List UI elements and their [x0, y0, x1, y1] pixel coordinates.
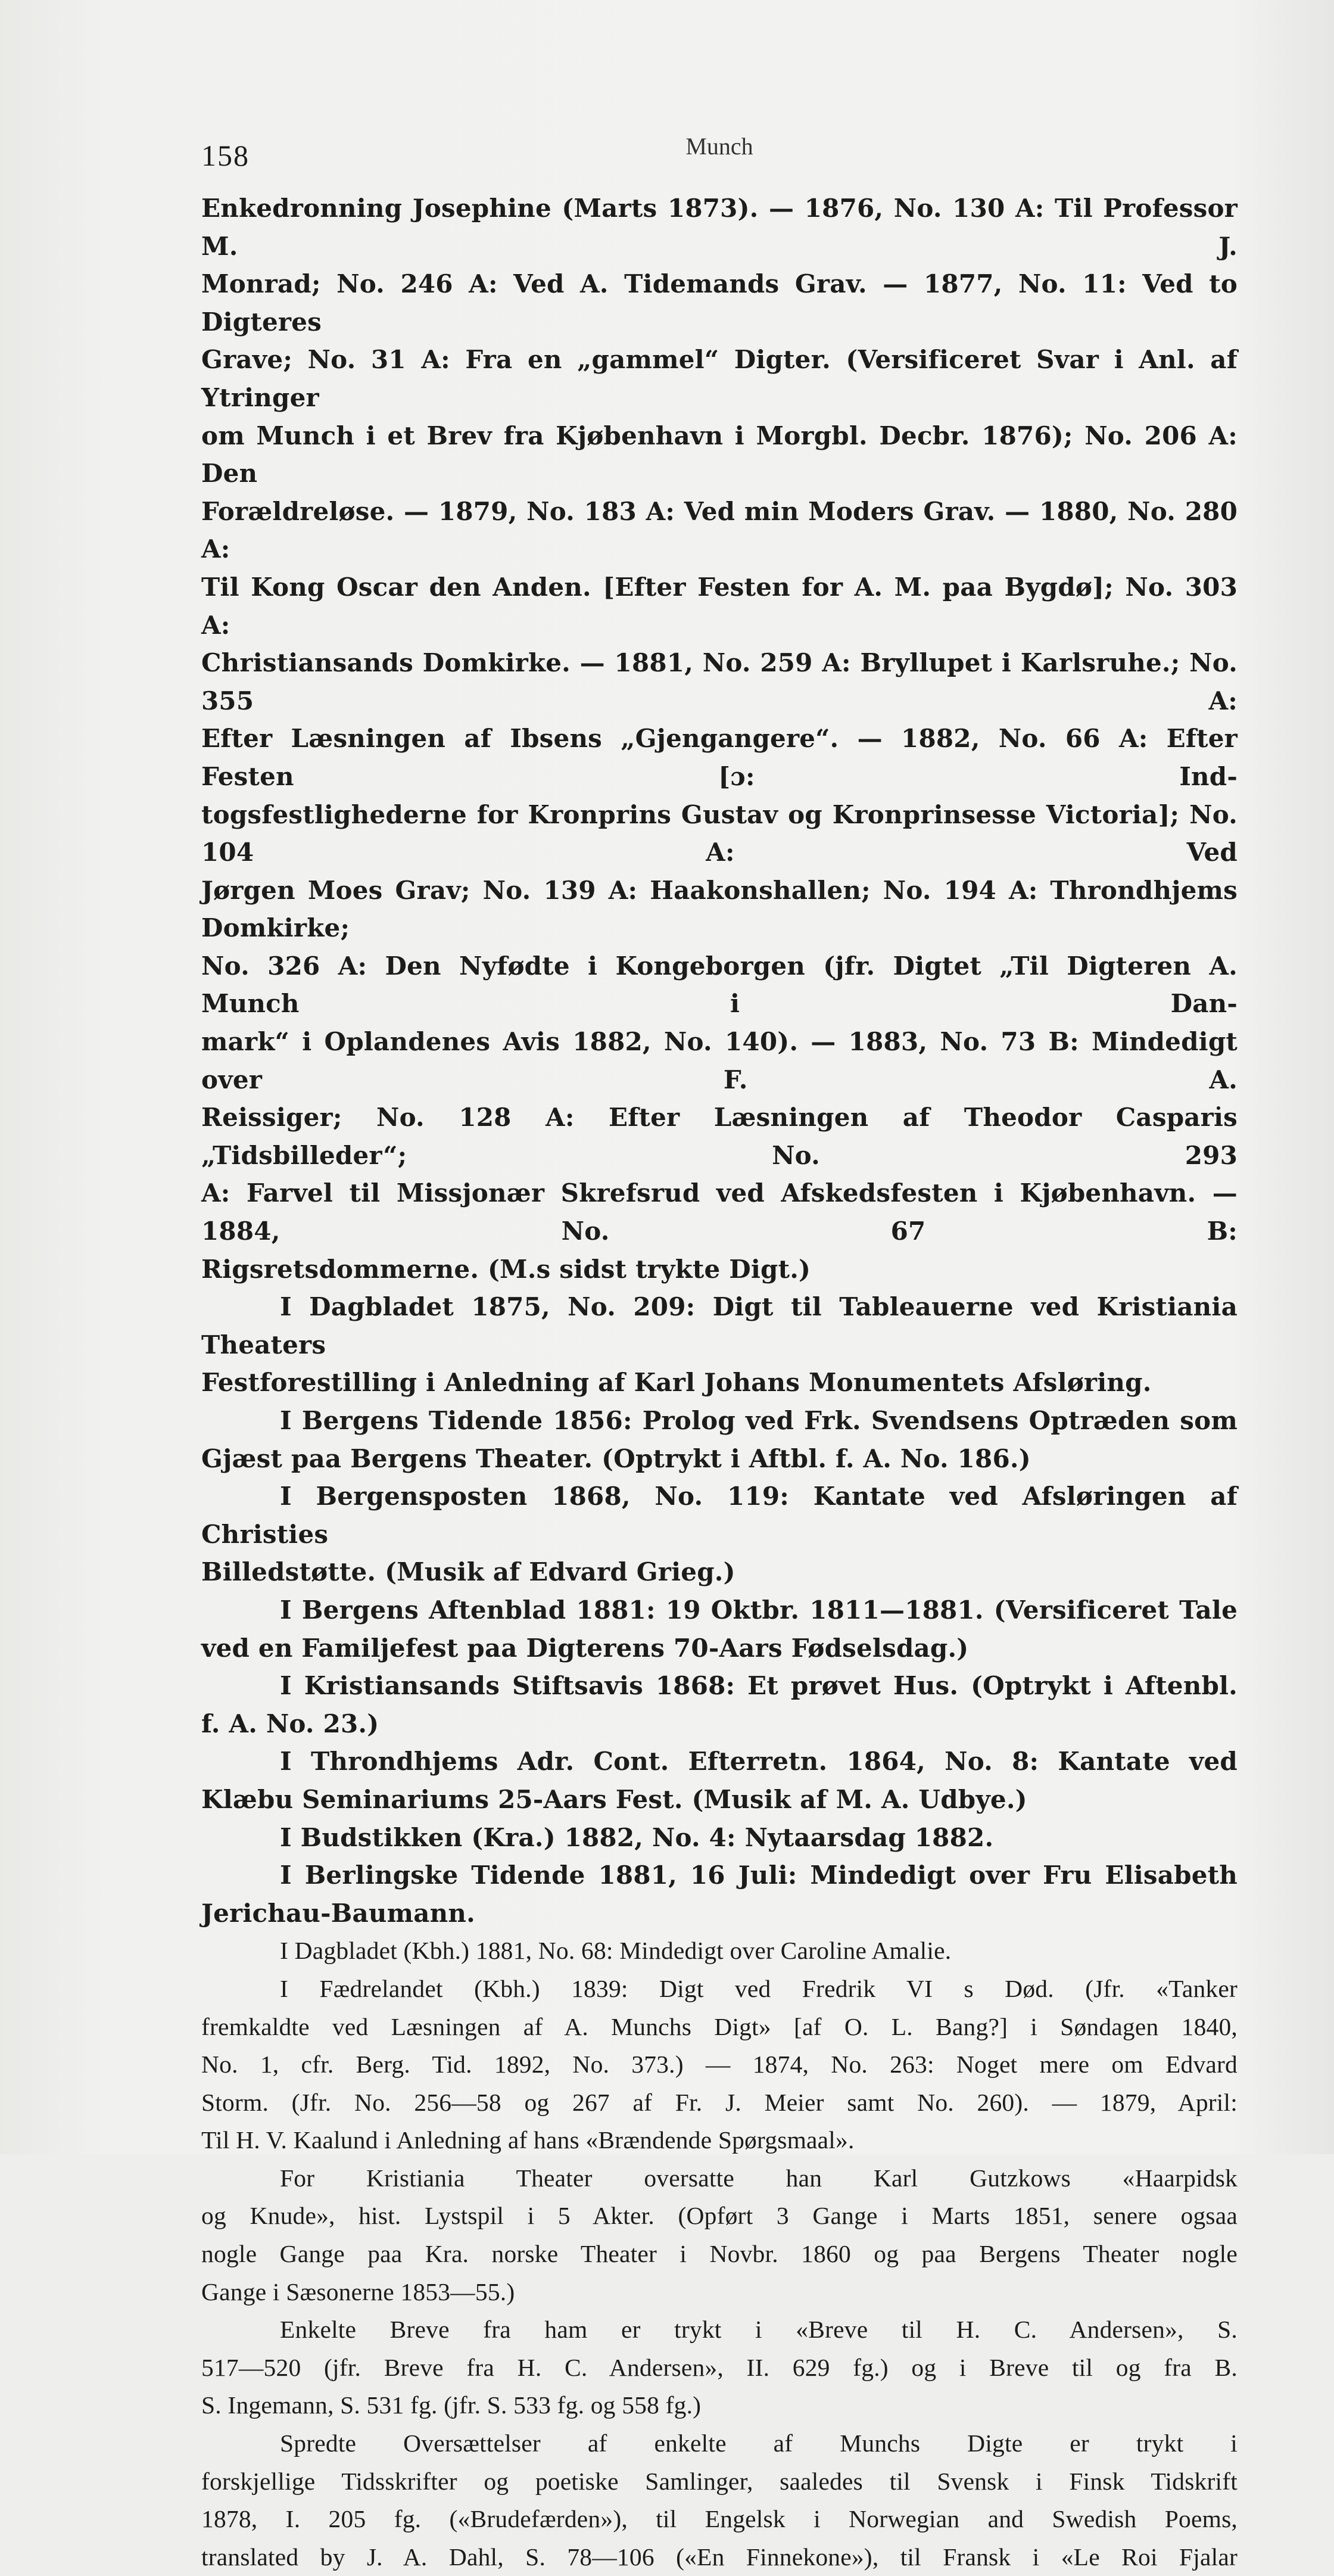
text-line: Gange i Sæsonerne 1853—55.) [201, 2278, 515, 2306]
text-line: I Budstikken (Kra.) 1882, No. 4: Nytaarsdag 1882. [280, 1822, 994, 1852]
text-line: Billedstøtte. (Musik af Edvard Grieg.) [201, 1557, 735, 1587]
text-line: I Bergens Aftenblad 1881: 19 Oktbr. 1811—1881. (Versificeret Tale [280, 1595, 1238, 1625]
text-line: 517—520 (jfr. Breve fra H. C. Andersen», II. 629 fg.) og i Breve til og fra B. [201, 2353, 1238, 2381]
text-line: og Knude», hist. Lystspil i 5 Akter. (Opført 3 Gange i Marts 1851, senere ogsaa [201, 2202, 1238, 2230]
text-line: I Dagbladet 1875, No. 209: Digt til Tableauerne ved Kristiania Theaters [201, 1292, 1238, 1359]
text-line: togsfestlighederne for Kronprins Gustav og Kronprinsesse Victoria]; No. 104 A: Ved [201, 799, 1238, 867]
running-head: Munch [685, 133, 753, 160]
text-line: om Munch i et Brev fra Kjøbenhavn i Morgbl. Decbr. 1876); No. 206 A: Den [201, 421, 1238, 489]
text-line: Jerichau-Baumann. [201, 1898, 475, 1928]
text-line: I Kristiansands Stiftsavis 1868: Et prøvet Hus. (Optrykt i Aftenbl. [280, 1671, 1238, 1701]
text-line: I Throndhjems Adr. Cont. Efterretn. 1864, No. 8: Kantate ved [280, 1747, 1238, 1777]
text-line: Reissiger; No. 128 A: Efter Læsningen af Theodor Caspari̇s „Tidsbilleder“; No. 293 [201, 1103, 1238, 1170]
text-line: forskjellige Tidsskrifter og poetiske Samlinger, saaledes til Svensk i Finsk Tidskrift [201, 2467, 1238, 2495]
page-header [201, 132, 1238, 174]
page-body [201, 189, 1238, 2576]
text-line: Klæbu Seminariums 25-Aars Fest. (Musik af M. A. Udbye.) [201, 1784, 1027, 1814]
text-line: 1878, I. 205 fg. («Brudefærden»), til Engelsk i Norwegian and Swedish Poems, [201, 2505, 1238, 2533]
text-line: Enkelte Breve fra ham er trykt i «Breve til H. C. Andersen», S. [280, 2316, 1238, 2344]
text-line: Til Kong Oscar den Anden. [Efter Festen for A. M. paa Bygdø]; No. 303 A: [201, 572, 1238, 640]
text-line: Forældreløse. — 1879, No. 183 A: Ved min Moders Grav. — 1880, No. 280 A: [201, 496, 1238, 564]
antiqua-section [201, 1932, 1238, 2576]
text-line: No. 1, cfr. Berg. Tid. 1892, No. 373.) — 1874, No. 263: Noget mere om Edvard [201, 2051, 1238, 2079]
page-number: 158 [201, 139, 250, 172]
text-line: Enkedronning Josephine (Marts 1873). — 1876, No. 130 A: Til Professor M. J. [201, 194, 1238, 261]
text-line: Monrad; No. 246 A: Ved A. Tidemands Grav. — 1877, No. 11: Ved to Digteres [201, 269, 1238, 337]
text-line: Rigsretsdommerne. (M.s sidst trykte Digt.) [201, 1254, 811, 1284]
text-line: S. Ingemann, S. 531 fg. (jfr. S. 533 fg. og 558 fg.) [201, 2391, 702, 2419]
text-line: I Bergens Tidende 1856: Prolog ved Frk. Svendsens Optræden som [280, 1406, 1238, 1435]
text-line: Jørgen Moes Grav; No. 139 A: Haakonshallen; No. 194 A: Throndhjems Domkirke; [201, 875, 1238, 943]
text-line: Grave; No. 31 A: Fra en „gammel“ Digter. (Versificeret Svar i Anl. af Ytringer [201, 345, 1238, 412]
text-line: I Berlingske Tidende 1881, 16 Juli: Mindedigt over Fru Elisabeth [280, 1861, 1238, 1890]
text-line: Til H. V. Kaalund i Anledning af hans «Brændende Spørgsmaal». [201, 2126, 855, 2154]
text-line: Festforestilling i Anledning af Karl Johans Monumentets Afsløring. [201, 1368, 1152, 1398]
text-line: Gjæst paa Bergens Theater. (Optrykt i Aftbl. f. A. No. 186.) [201, 1443, 1031, 1473]
text-line: I Bergensposten 1868, No. 119: Kantate ved Afsløringen af Christies [201, 1482, 1238, 1549]
text-line: nogle Gange paa Kra. norske Theater i Novbr. 1860 og paa Bergens Theater nogle [201, 2240, 1238, 2268]
text-line: A: Farvel til Missjonær Skrefsrud ved Afskedsfesten i Kjøbenhavn. — 1884, No. 67 B: [201, 1178, 1238, 1246]
text-line: fremkaldte ved Læsningen af A. Munchs Digt» [af O. L. Bang?] i Søndagen 1840, [201, 2012, 1238, 2040]
text-line: For Kristiania Theater oversatte han Karl Gutzkows «Haarpidsk [280, 2164, 1238, 2192]
text-line: I Dagbladet (Kbh.) 1881, No. 68: Mindedigt over Caroline Amalie. [280, 1937, 952, 1965]
text-line: Christiansands Domkirke. — 1881, No. 259 A: Bryllupet i Karlsruhe.; No. 355 A: [201, 648, 1238, 715]
text-line: Efter Læsningen af Ibsens „Gjengangere“. — 1882, No. 66 A: Efter Festen [ɔ: Ind- [201, 724, 1238, 791]
text-line: Spredte Oversættelser af enkelte af Munchs Digte er trykt i [280, 2429, 1238, 2457]
text-line: Storm. (Jfr. No. 256—58 og 267 af Fr. J. Meier samt No. 260). — 1879, April: [201, 2088, 1238, 2116]
text-line: mark“ i Oplandenes Avis 1882, No. 140). — 1883, No. 73 B: Mindedigt over F. A. [201, 1027, 1238, 1094]
text-line: I Fædrelandet (Kbh.) 1839: Digt ved Fredrik VI s Død. (Jfr. «Tanker [280, 1974, 1238, 2002]
text-line: ved en Familjefest paa Digterens 70-Aars Fødselsdag.) [201, 1633, 969, 1663]
text-line: translated by J. A. Dahl, S. 78—106 («En Finnekone»), til Fransk i «Le Roi Fjalar [201, 2543, 1238, 2571]
fraktur-section [201, 189, 1238, 1932]
text-line: No. 326 A: Den Nyfødte i Kongeborgen (jfr. Digtet „Til Digteren A. Munch i Dan- [201, 951, 1238, 1019]
text-line: f. A. No. 23.) [201, 1709, 379, 1738]
